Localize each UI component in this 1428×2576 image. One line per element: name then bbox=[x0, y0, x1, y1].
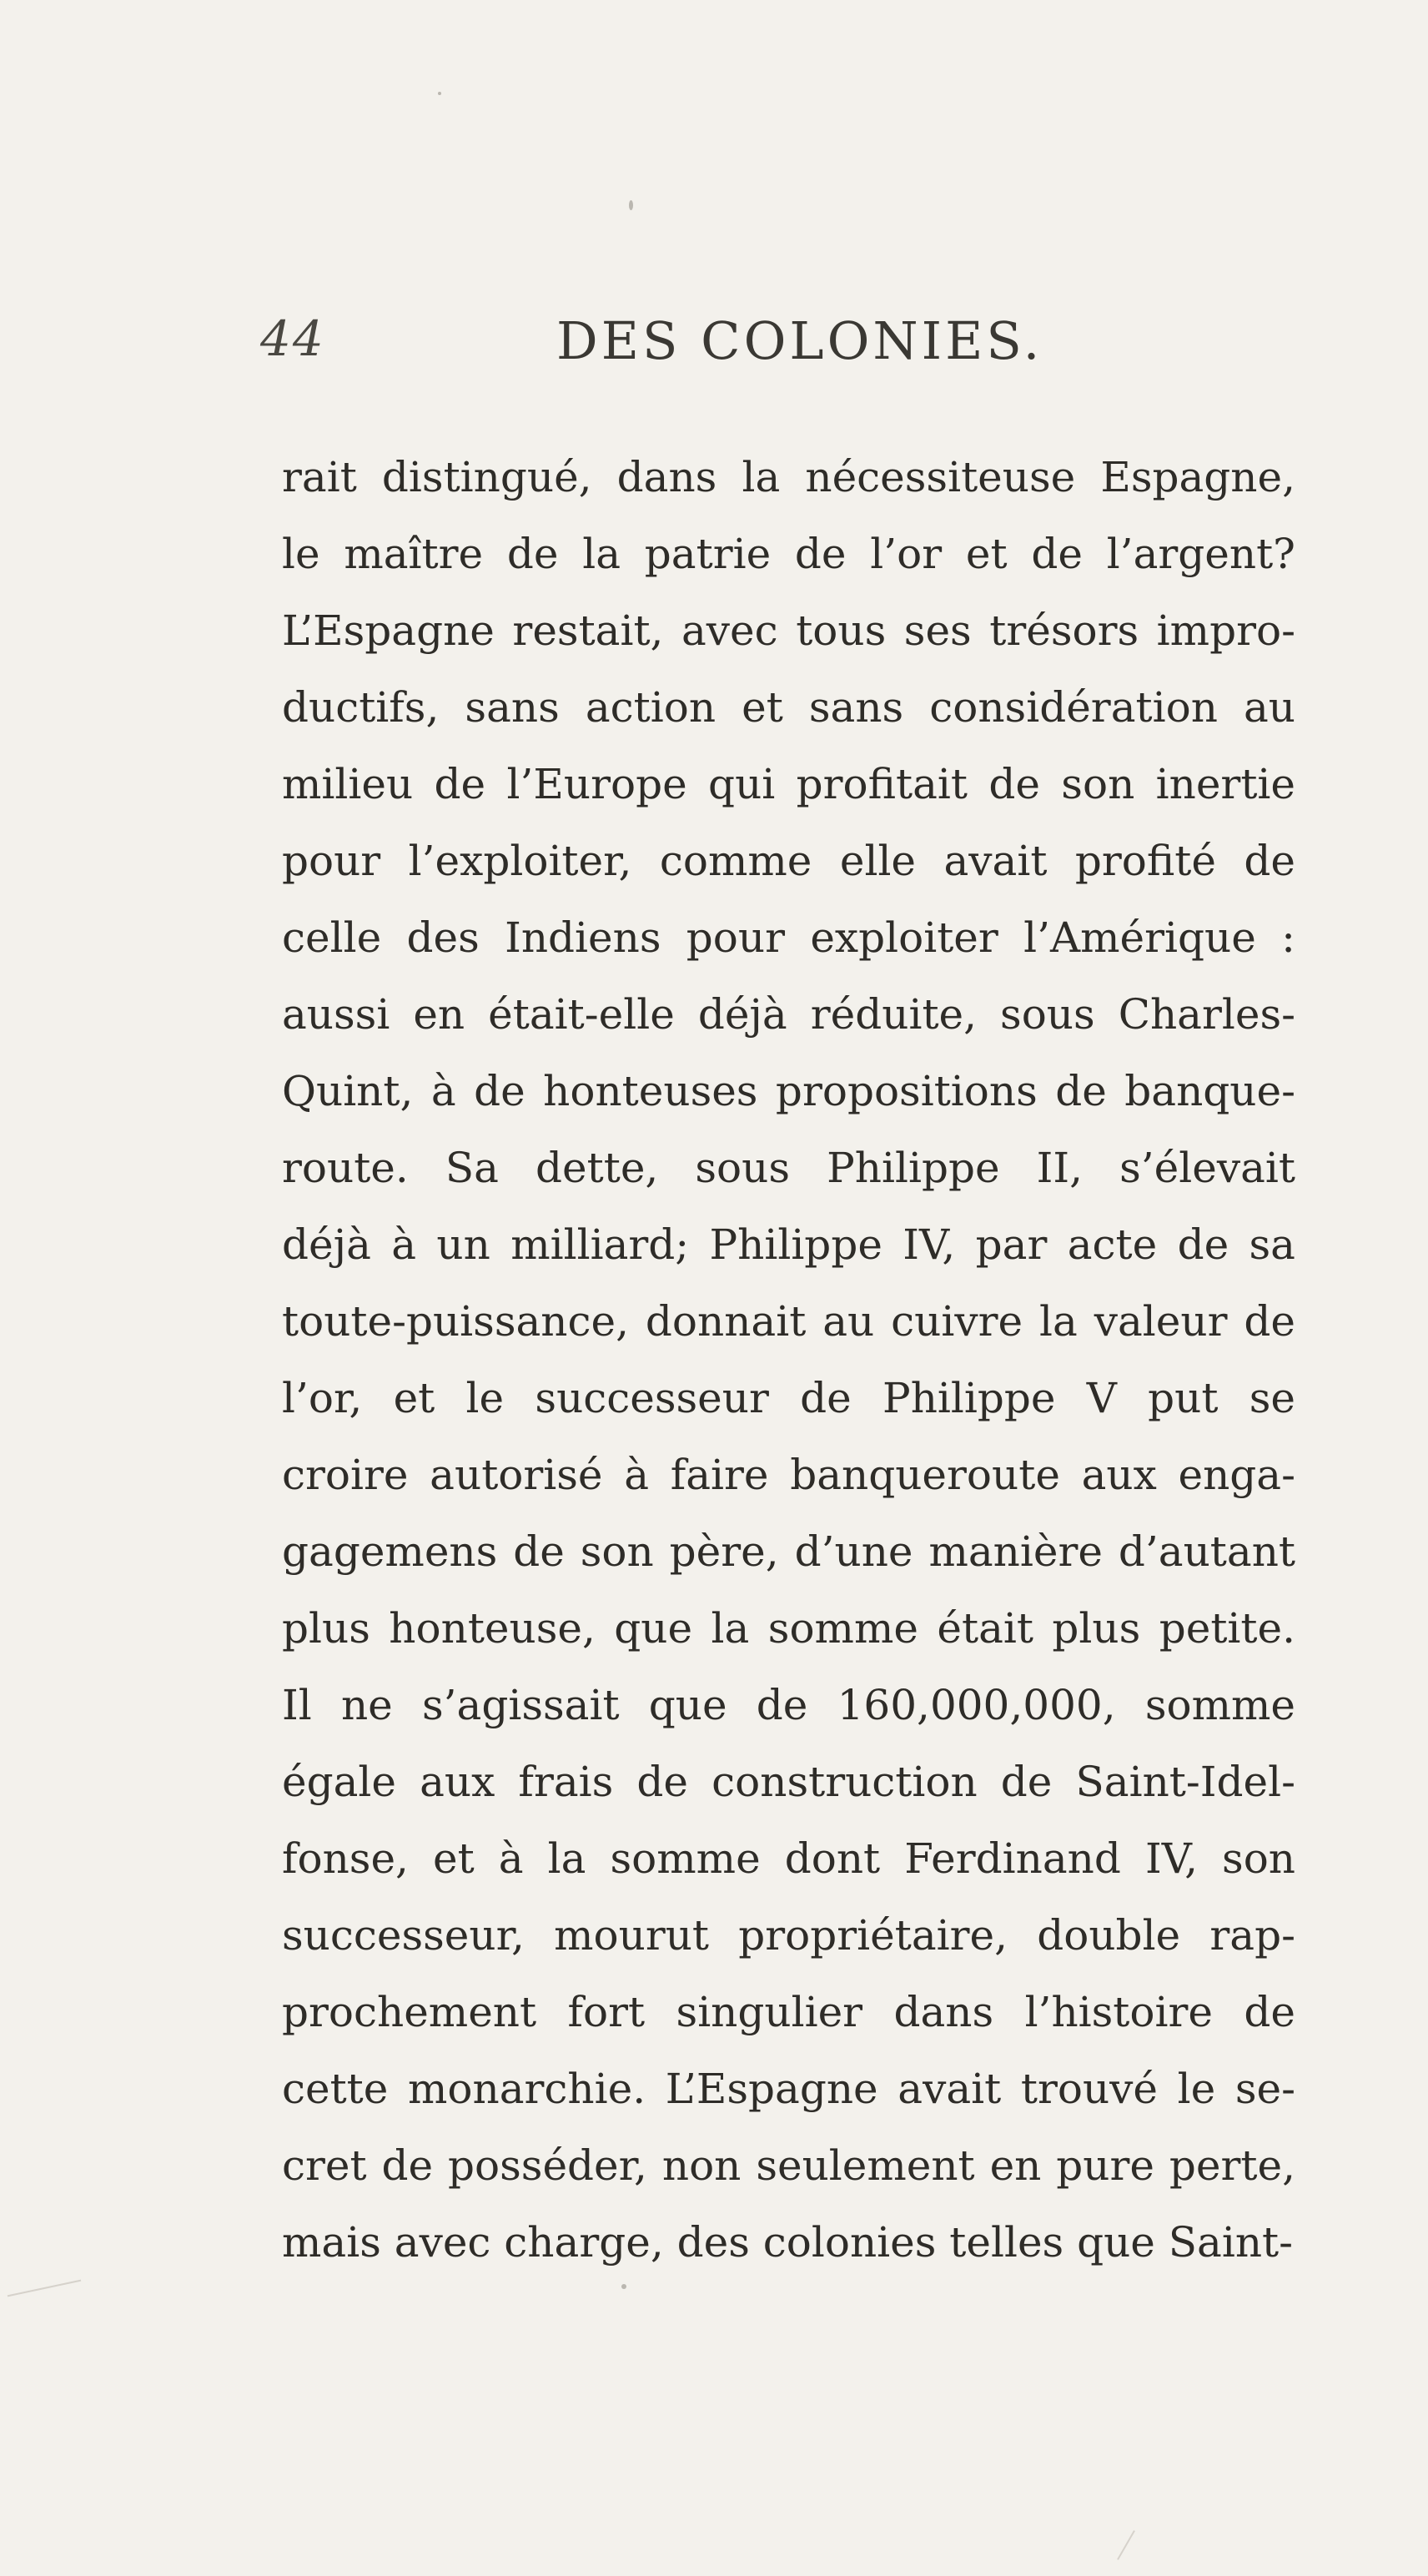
paper-speck bbox=[438, 92, 441, 95]
text-line: plus honteuse, que la somme était plus petite. bbox=[282, 1604, 1295, 1653]
text-line: gagemens de son père, d’une manière d’autant bbox=[282, 1527, 1295, 1576]
page-header bbox=[260, 310, 1295, 377]
text-line: pour l’exploiter, comme elle avait profité de bbox=[282, 837, 1295, 885]
text-line: égale aux frais de construction de Saint-Idel- bbox=[282, 1758, 1295, 1806]
text-line: prochement fort singulier dans l’histoire de bbox=[282, 1988, 1295, 2036]
text-line: ductifs, sans action et sans considération au bbox=[282, 683, 1295, 732]
text-line: successeur, mourut propriétaire, double rap- bbox=[282, 1911, 1295, 1960]
paper-speck bbox=[629, 200, 633, 210]
text-line: aussi en était-elle déjà réduite, sous Charles- bbox=[282, 990, 1295, 1039]
body-text bbox=[282, 439, 1295, 2281]
paper-speck bbox=[621, 2284, 626, 2289]
paper-scratch bbox=[8, 2280, 81, 2297]
text-line: celle des Indiens pour exploiter l’Amérique : bbox=[282, 913, 1295, 962]
text-line: toute-puissance, donnait au cuivre la valeur de bbox=[282, 1297, 1295, 1346]
text-line: fonse, et à la somme dont Ferdinand IV, son bbox=[282, 1834, 1295, 1883]
text-line: l’or, et le successeur de Philippe V put se bbox=[282, 1374, 1295, 1422]
paper-scratch bbox=[1117, 2530, 1135, 2560]
page-number: 44 bbox=[260, 310, 325, 367]
text-line: le maître de la patrie de l’or et de l’argent? bbox=[282, 530, 1295, 578]
text-line: croire autorisé à faire banqueroute aux enga- bbox=[282, 1451, 1295, 1499]
text-line: route. Sa dette, sous Philippe II, s’élevait bbox=[282, 1144, 1295, 1192]
text-line: rait distingué, dans la nécessiteuse Espagne, bbox=[282, 453, 1295, 501]
text-line: L’Espagne restait, avec tous ses trésors impro- bbox=[282, 606, 1295, 655]
text-line: milieu de l’Europe qui profitait de son inertie bbox=[282, 760, 1295, 808]
text-line: Il ne s’agissait que de 160,000,000, somme bbox=[282, 1681, 1295, 1729]
text-line: mais avec charge, des colonies telles que Saint- bbox=[282, 2218, 1294, 2267]
text-line: cette monarchie. L’Espagne avait trouvé le se- bbox=[282, 2065, 1295, 2113]
text-line: déjà à un milliard; Philippe IV, par acte de sa bbox=[282, 1220, 1295, 1269]
text-line: Quint, à de honteuses propositions de banque- bbox=[282, 1067, 1295, 1115]
text-line: cret de posséder, non seulement en pure perte, bbox=[282, 2141, 1295, 2190]
running-title: DES COLONIES. bbox=[556, 310, 1043, 371]
